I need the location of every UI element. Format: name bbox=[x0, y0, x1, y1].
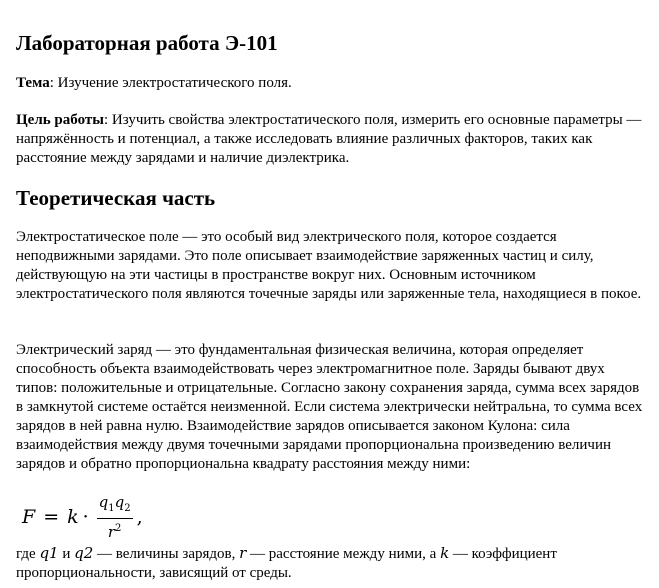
formula-denominator bbox=[108, 519, 122, 541]
where-text-4: — расстояние между ними, а bbox=[246, 546, 441, 562]
where-text-2: и bbox=[58, 546, 75, 562]
formula-comma: , bbox=[136, 506, 143, 528]
goal-paragraph bbox=[16, 111, 646, 168]
goal-label: Цель работы bbox=[16, 112, 104, 128]
theory-paragraph-2: Электрический заряд — это фундаментальная физическая величина, которая определяет способность объекта взаимодействовать через электромагнитное поле. Заряды бывают двух типов: положительные и отрицательные. Согласно закону сохранения заряда, сумма всех зарядов в замкнутой системе остаётся неизменной. Если система электрически нейтральна, то сумма всех зарядов в ней равна нулю. Взаимодействие зарядов описывается законом Кулона: сила взаимодействия между двумя точечными зарядами пропорциональна произведению величин зарядов и обратно пропорциональна квадрату расстояния между ними: bbox=[16, 342, 643, 472]
theory-paragraph-1: Электростатическое поле — это особый вид электрического поля, которое создается неподвижными зарядами. Это поле описывает взаимодействие заряженных частиц и силу, действующую на эти частицы в пространстве вокруг них. Основным источником электростатического поля являются точечные заряды или заряженные тела, находящиеся в покое. bbox=[16, 229, 642, 302]
formula-r-sup: 2 bbox=[115, 522, 122, 534]
topic-paragraph bbox=[16, 74, 646, 93]
formula-q2: q bbox=[114, 492, 125, 511]
var-q2: q2 bbox=[74, 544, 94, 562]
page-title: Лабораторная работа Э-101 bbox=[16, 31, 278, 55]
formula-fraction bbox=[97, 494, 133, 541]
topic-label: Тема bbox=[16, 75, 50, 91]
topic-text: : Изучение электростатического поля. bbox=[49, 75, 292, 91]
var-q1: q1 bbox=[39, 544, 59, 562]
formula-q2-sub: 2 bbox=[124, 502, 131, 514]
formula-r: r bbox=[107, 522, 116, 541]
theory-heading: Теоретическая часть bbox=[16, 186, 216, 210]
var-k: k bbox=[440, 544, 450, 562]
coulomb-formula bbox=[22, 494, 143, 540]
formula-equals: = bbox=[43, 506, 60, 528]
goal-text: : Изучить свойства электростатического поля, измерить его основные параметры — напряжённость и потенциал, а также исследовать влияние различных факторов, таких как расстояние между зарядами и наличие диэлектрика. bbox=[16, 112, 642, 166]
formula-numerator bbox=[97, 494, 133, 519]
formula-q1-sub: 1 bbox=[108, 502, 115, 514]
var-r: r bbox=[239, 544, 247, 562]
where-text-3: — величины зарядов, bbox=[93, 546, 240, 562]
where-text-1: где bbox=[16, 546, 40, 562]
where-text-5: — коэффициент пропорциональности, зависящий от среды. bbox=[16, 546, 557, 581]
formula-dot: · bbox=[82, 506, 89, 528]
formula-k: k bbox=[67, 506, 79, 528]
variables-explanation bbox=[16, 544, 646, 583]
formula-q1: q bbox=[98, 492, 109, 511]
formula-lhs: F bbox=[22, 506, 36, 528]
